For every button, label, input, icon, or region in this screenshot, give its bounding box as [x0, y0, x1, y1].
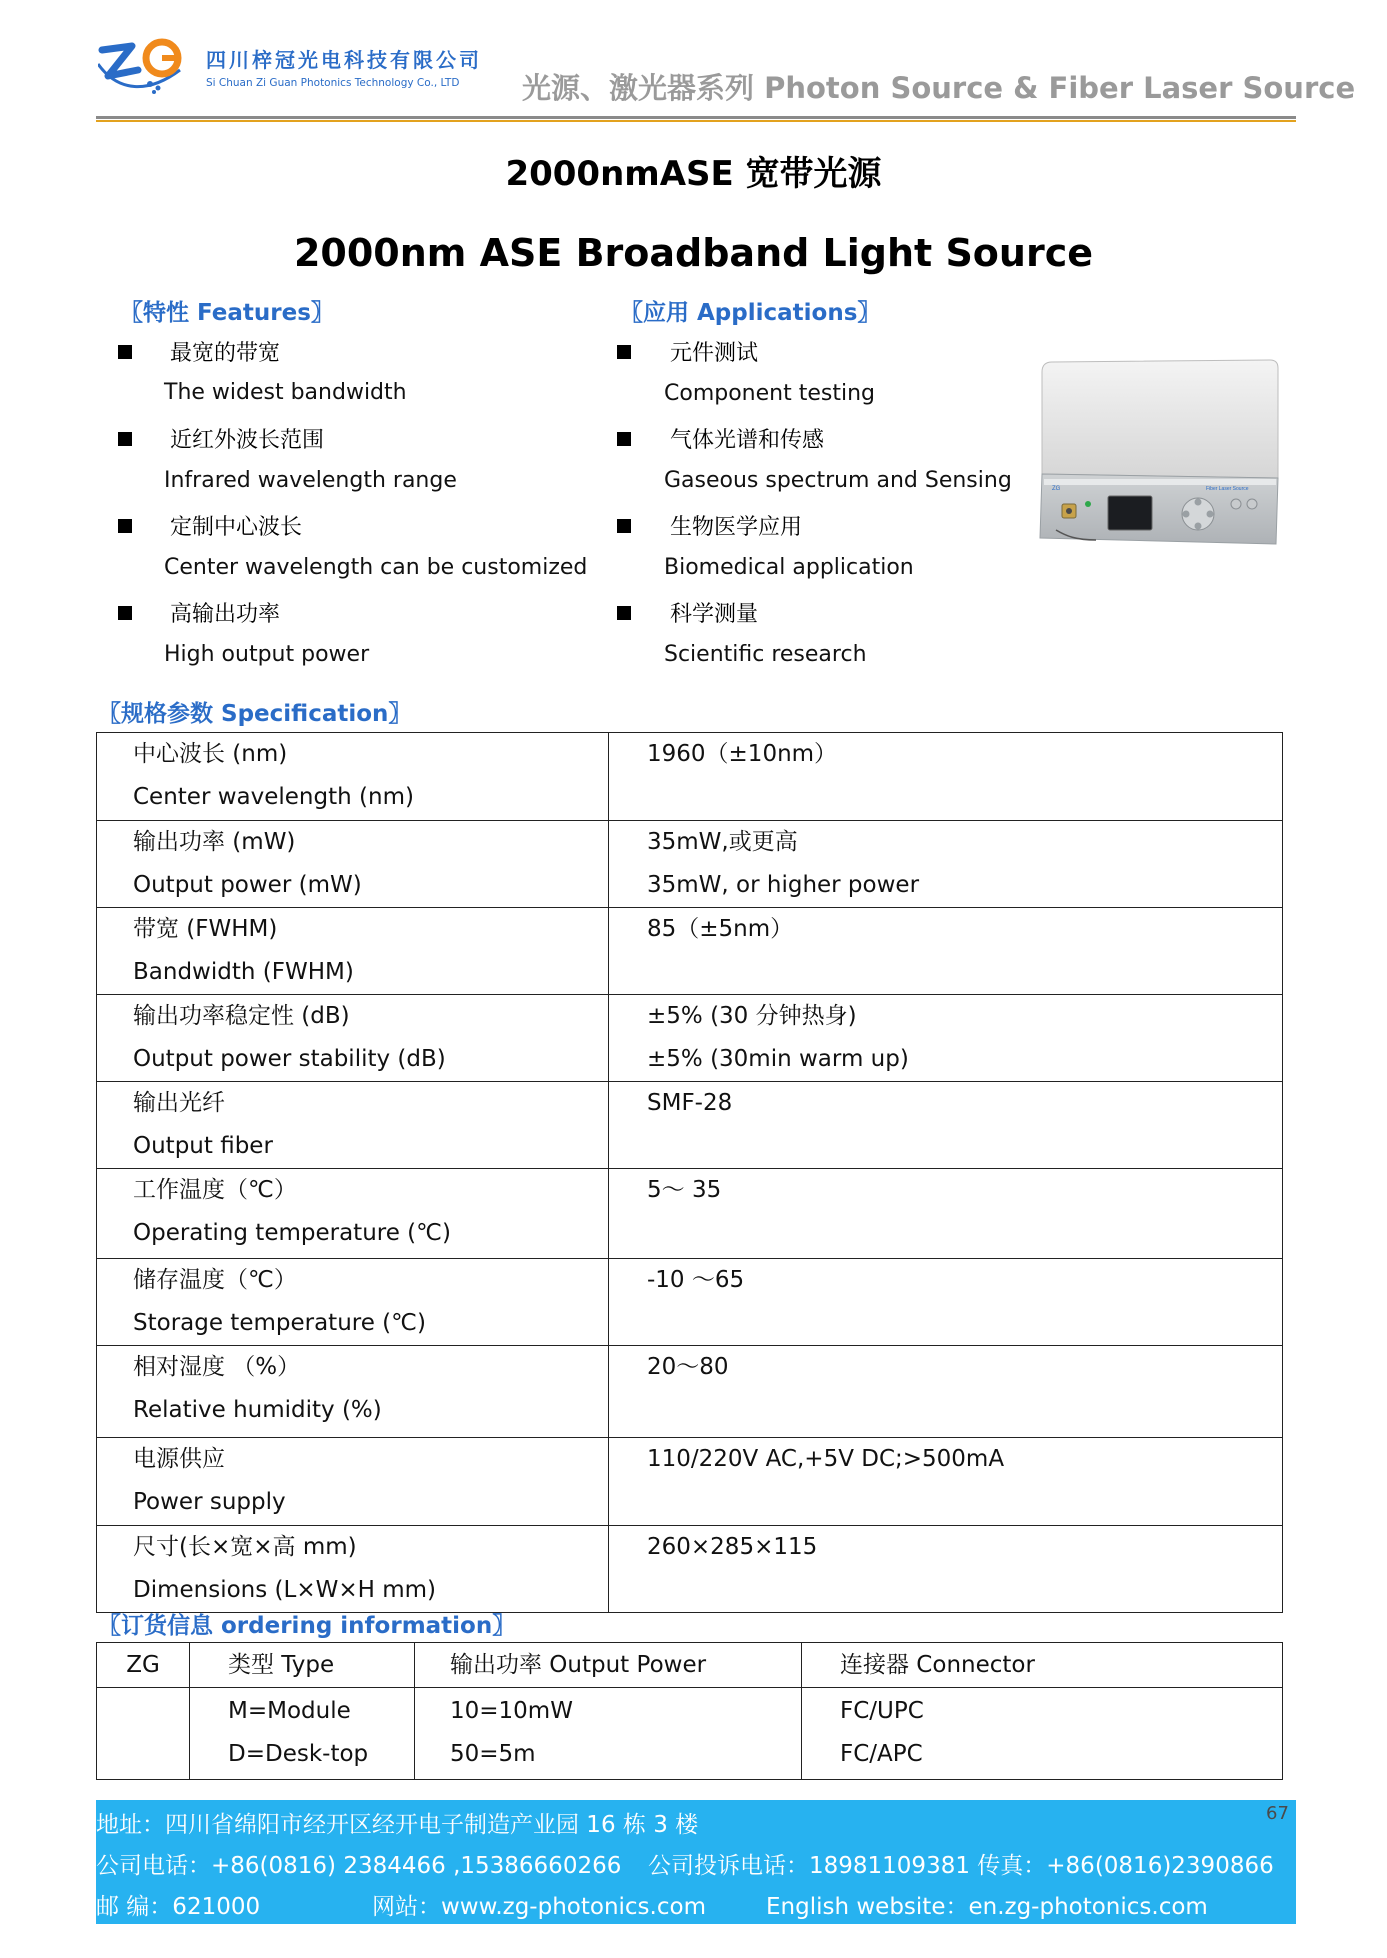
- table-row: [97, 908, 1283, 995]
- header-divider: [96, 116, 1296, 119]
- spec-label-cell: [97, 1169, 609, 1259]
- page-title-en: 2000nm ASE Broadband Light Source: [293, 231, 1094, 275]
- spec-label-cell: [97, 1526, 609, 1613]
- bullet-icon: [118, 606, 132, 620]
- table-row: [97, 821, 1283, 908]
- footer-address: 地址：四川省绵阳市经开区经开电子制造产业园 16 栋 3 楼: [96, 1812, 699, 1838]
- spec-value: SMF-28: [647, 1090, 733, 1116]
- footer-postcode: 邮 编：621000: [96, 1894, 261, 1920]
- company-logo: [98, 36, 190, 98]
- bullet-icon: [118, 345, 132, 359]
- spec-value: 110/220V AC,+5V DC;>500mA: [647, 1446, 1005, 1472]
- bullet-icon: [617, 606, 631, 620]
- spec-label-cell: [97, 1082, 609, 1169]
- feature-item-en: The widest bandwidth: [164, 380, 407, 405]
- feature-item-cn: 近红外波长范围: [170, 428, 325, 453]
- spec-value-cell: [609, 1346, 1283, 1438]
- spec-label-en: Operating temperature (℃): [133, 1220, 451, 1246]
- company-name-cn: 四川梓冠光电科技有限公司: [206, 48, 482, 72]
- application-item-cn: 气体光谱和传感: [670, 428, 825, 453]
- footer-website-link[interactable]: 网站：www.zg-photonics.com: [372, 1894, 706, 1920]
- footer-english-website-link[interactable]: English website：en.zg-photonics.com: [766, 1894, 1208, 1920]
- ordering-heading: 〖订货信息 ordering information〗: [98, 1613, 516, 1639]
- bullet-icon: [118, 519, 132, 533]
- spec-value-cell: [609, 733, 1283, 821]
- table-row: [97, 1259, 1283, 1346]
- spec-label-cn: 输出功率 (mW): [133, 829, 296, 855]
- ordering-zg-cell: [97, 1688, 190, 1780]
- spec-value: ±5% (30 分钟热身): [647, 1003, 857, 1029]
- ordering-header-zg: ZG: [97, 1643, 190, 1688]
- spec-label-en: Output power stability (dB): [133, 1046, 446, 1072]
- spec-label-en: Dimensions (L×W×H mm): [133, 1577, 437, 1603]
- feature-item-en: Center wavelength can be customized: [164, 555, 588, 580]
- ordering-connector-cell: [802, 1688, 1283, 1780]
- spec-label-en: Storage temperature (℃): [133, 1310, 426, 1336]
- type-option: M=Module: [228, 1698, 351, 1724]
- spec-label-cell: [97, 908, 609, 995]
- type-option: D=Desk-top: [228, 1741, 369, 1767]
- spec-heading: 〖规格参数 Specification〗: [98, 701, 412, 727]
- spec-value: 35mW,或更高: [647, 829, 798, 855]
- spec-label-cn: 相对湿度 （%）: [133, 1354, 301, 1380]
- spec-label-cn: 尺寸(长×宽×高 mm): [133, 1534, 357, 1560]
- spec-label-cell: [97, 1259, 609, 1346]
- table-row: [97, 733, 1283, 821]
- application-item-en: Component testing: [664, 381, 875, 406]
- spec-value-cell: [609, 908, 1283, 995]
- spec-value-cell: [609, 1526, 1283, 1613]
- spec-value-cell: [609, 821, 1283, 908]
- spec-label-cn: 输出功率稳定性 (dB): [133, 1003, 350, 1029]
- table-row: [97, 1169, 1283, 1259]
- table-row: [97, 995, 1283, 1082]
- ordering-table: [96, 1642, 1283, 1780]
- table-header-row: [97, 1643, 1283, 1688]
- product-series: 光源、激光器系列 Photon Source & Fiber Laser Source: [522, 71, 1356, 105]
- page-title-cn: 2000nmASE 宽带光源: [505, 154, 882, 194]
- spec-value-cell: [609, 1082, 1283, 1169]
- company-name-en: Si Chuan Zi Guan Photonics Technology Co., LTD: [206, 77, 460, 89]
- spec-value: 20～80: [647, 1354, 729, 1380]
- feature-item-cn: 定制中心波长: [170, 515, 303, 540]
- bullet-icon: [617, 345, 631, 359]
- table-row: [97, 1438, 1283, 1526]
- spec-label-en: Output power (mW): [133, 872, 362, 898]
- footer-phone: 公司电话：+86(0816) 2384466 ,15386660266: [96, 1853, 622, 1879]
- spec-table: [96, 732, 1283, 1613]
- ordering-header-power: 输出功率 Output Power: [415, 1643, 802, 1688]
- spec-value-cell: [609, 1259, 1283, 1346]
- device-model: Fiber Laser Source: [1206, 486, 1249, 492]
- spec-label-cell: [97, 1438, 609, 1526]
- table-row: [97, 1688, 1283, 1780]
- feature-item-cn: 高输出功率: [170, 602, 281, 627]
- spec-label-en: Relative humidity (%): [133, 1397, 382, 1423]
- spec-value: 1960（±10nm）: [647, 741, 838, 767]
- spec-value: 85（±5nm）: [647, 916, 794, 942]
- power-option: 10=10mW: [450, 1698, 573, 1724]
- table-row: [97, 1082, 1283, 1169]
- spec-label-cell: [97, 995, 609, 1082]
- connector-option: FC/UPC: [840, 1698, 924, 1724]
- spec-label-cn: 带宽 (FWHM): [133, 916, 278, 942]
- applications-heading: 〖应用 Applications〗: [620, 300, 881, 326]
- spec-value-cell: [609, 1169, 1283, 1259]
- spec-value: 260×285×115: [647, 1534, 818, 1560]
- footer-complaint-fax: 公司投诉电话：18981109381 传真：+86(0816)2390866: [648, 1853, 1274, 1879]
- table-row: [97, 1526, 1283, 1613]
- device-image: [1036, 354, 1282, 548]
- application-item-cn: 科学测量: [670, 602, 759, 627]
- ordering-power-cell: [415, 1688, 802, 1780]
- spec-label-en: Center wavelength (nm): [133, 784, 414, 810]
- spec-label-en: Bandwidth (FWHM): [133, 959, 354, 985]
- ordering-header-type: 类型 Type: [190, 1643, 415, 1688]
- ordering-type-cell: [190, 1688, 415, 1780]
- ordering-header-connector: 连接器 Connector: [802, 1643, 1283, 1688]
- bullet-icon: [617, 519, 631, 533]
- connector-option: FC/APC: [840, 1741, 923, 1767]
- device-brand: ZG: [1052, 486, 1061, 492]
- application-item-en: Biomedical application: [664, 555, 914, 580]
- spec-label-en: Output fiber: [133, 1133, 273, 1159]
- table-row: [97, 1346, 1283, 1438]
- spec-value-cell: [609, 995, 1283, 1082]
- spec-label-cn: 储存温度（℃）: [133, 1267, 297, 1293]
- spec-label-cn: 中心波长 (nm): [133, 741, 288, 767]
- feature-item-en: Infrared wavelength range: [164, 468, 457, 493]
- spec-label-cell: [97, 733, 609, 821]
- application-item-en: Scientific research: [664, 642, 867, 667]
- spec-label-cn: 工作温度（℃）: [133, 1177, 297, 1203]
- header-divider-accent: [96, 120, 1296, 122]
- bullet-icon: [118, 432, 132, 446]
- power-option: 50=5m: [450, 1741, 536, 1767]
- spec-label-cell: [97, 1346, 609, 1438]
- bullet-icon: [617, 432, 631, 446]
- application-item-en: Gaseous spectrum and Sensing: [664, 468, 1012, 493]
- application-item-cn: 生物医学应用: [670, 515, 803, 540]
- spec-label-cn: 电源供应: [133, 1446, 225, 1472]
- spec-value: -10 ～65: [647, 1267, 745, 1293]
- footer-bar: [96, 1800, 1296, 1924]
- spec-label-cell: [97, 821, 609, 908]
- feature-item-cn: 最宽的带宽: [170, 341, 281, 366]
- spec-label-en: Power supply: [133, 1489, 286, 1515]
- spec-value: 5～ 35: [647, 1177, 722, 1203]
- application-item-cn: 元件测试: [670, 341, 759, 366]
- spec-value-cell: [609, 1438, 1283, 1526]
- feature-item-en: High output power: [164, 642, 370, 667]
- page-number: 67: [1266, 1803, 1289, 1824]
- spec-label-cn: 输出光纤: [133, 1090, 225, 1116]
- spec-value-2: ±5% (30min warm up): [647, 1046, 909, 1072]
- spec-value-2: 35mW, or higher power: [647, 872, 920, 898]
- features-heading: 〖特性 Features〗: [120, 300, 334, 326]
